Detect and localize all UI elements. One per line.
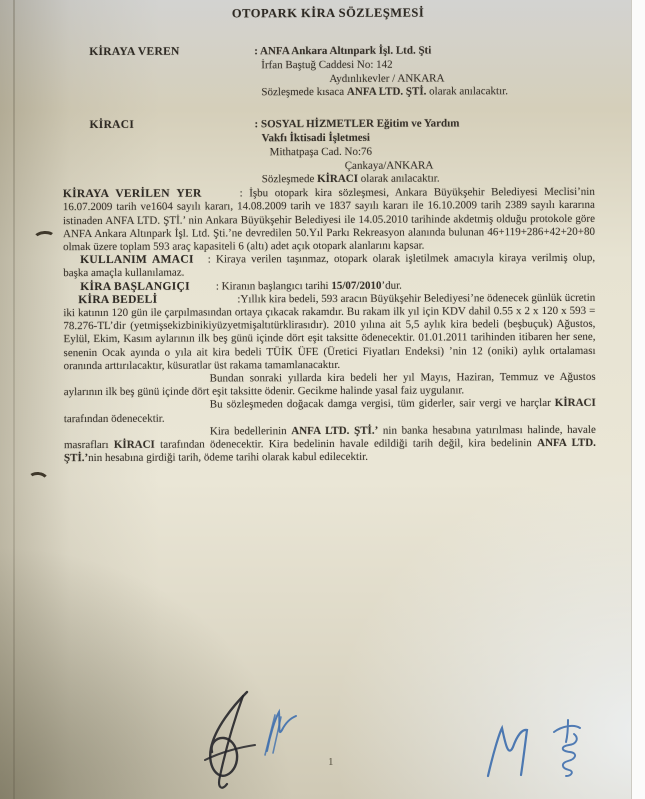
lessee-shortname-note: Sözleşmede KİRACI olarak anılacaktır. — [261, 172, 440, 186]
section-value-kiraya-veren — [254, 44, 594, 101]
section-kiraya-verilen-yer — [63, 186, 595, 254]
section-label-kira-bedeli: KİRA BEDELİ — [78, 293, 158, 306]
section-label-kullanim-amaci: KULLANIM AMACI — [80, 253, 194, 267]
lessor-street: İrfan Baştuğ Caddesi No: 142 — [261, 58, 393, 72]
section-body-kullanim-amaci: : Kiraya verilen taşınmaz, otopark olarak işletilmek amacıyla kiraya verilmiş olup, başka amaçla kullanılamaz. — [63, 251, 596, 280]
section-kiraci — [63, 117, 595, 188]
section-kiraya-veren — [62, 44, 594, 102]
section-kira-bedeli — [63, 292, 595, 374]
paragraph-bank-transfer: Kira bedellerinin ANFA LTD. ŞTİ.’ nin banka hesabına yatırılması halinde, havale masrafları KİRACI tarafından ödenecektir. Kira bedelinin havale edildiği tarih değil, kira bedelinin ANFA LTD. ŞTİ.’nin hesabına girdiği tarih, ödeme tarihi olarak kabul edilecektir. — [63, 423, 596, 465]
lessee-name-line1: : SOSYAL HİZMETLER Eğitim ve Yardım — [254, 117, 460, 131]
document-title: OTOPARK KİRA SÖZLEŞMESİ — [231, 5, 425, 21]
lessee-city: Çankaya/ANKARA — [344, 159, 434, 172]
lessor-city: Aydınlıkevler / ANKARA — [329, 72, 445, 85]
section-label-kira-baslangici: KİRA BAŞLANGIÇI — [80, 280, 190, 293]
page-number: 1 — [328, 756, 334, 768]
ink-signature-blue-small — [253, 703, 301, 765]
section-label-kiraci: KİRACI — [89, 119, 135, 132]
lessee-name-line2: Vakfı İktisadi İşletmesi — [261, 131, 371, 145]
scan-edge-strip — [631, 0, 645, 799]
section-kullanim-amaci — [63, 252, 595, 281]
paragraph-installments: Bundan sonraki yıllarda kira bedeli her yıl Mayıs, Haziran, Temmuz ve Ağustos aylarının ilk beş günü içinde dört eşit taksitte ödenir. Gecikme halinde yasal faiz uygulanır. — [63, 370, 596, 399]
lessor-name: : ANFA Ankara Altınpark İşl. Ltd. Şti — [254, 44, 432, 58]
binding-mark-bottom — [26, 471, 50, 490]
section-value-kiraci — [255, 117, 595, 187]
lessee-street: Mithatpaşa Cad. No:76 — [269, 145, 373, 159]
section-body-kiraya-verilen-yer: : İşbu otopark kira sözleşmesi, Ankara Büyükşehir Belediyesi Meclisi’nin 16.07.2009 tarih ve1604 sayılı kararı, 14.08.2009 tarih ve 1837 sayılı kararı ile 16.10.2009 tarih 2389 sayılı kararına istinaden ANFA LTD. ŞTİ.’ nin Ankara Büyükşehir Belediyesi ile 14.05.2010 tarihinde akdetmiş olduğu protokole göre ANFA Ankara Altınpark İşl. Ltd. Şti.’ne devredilen 50.Yıl Parkı Rekreasyon alanında bulunan 46+119+286+42+20+80 olmak üzere toplam 593 araç kapasiteli 6 (altı) adet açık otopark alanlarını kapsar. — [62, 185, 596, 254]
ink-signature-blue-right — [482, 718, 586, 782]
lessor-shortname-note: Sözleşmede kısaca ANFA LTD. ŞTİ. olarak anılacaktır. — [261, 85, 508, 99]
paragraph-stamp-tax: Bu sözleşmeden doğacak damga vergisi, tüm giderler, sair vergi ve harçlar KİRACI tarafından ödenecektir. — [63, 397, 596, 425]
section-label-kiraya-verilen-yer: KİRAYA VERİLEN YER — [62, 187, 202, 201]
section-body-kira-baslangici: : Kiranın başlangıcı tarihi 15/07/2010’dur. — [215, 279, 402, 293]
section-label-kiraya-veren: KİRAYA VEREN — [89, 45, 180, 59]
section-body-kira-bedeli: :Yıllık kira bedeli, 593 aracın Büyükşehir Belediyesi’ne ödenecek günlük ücretin iki katının 120 gün ile çarpılmasından ortaya çıkacak rakamdır. Bu rakam ilk yıl için KDV dahil 0.55 x 2 x 120 x 593 = 78.276-TL’dir (yetmişsekizbinikiyüzyetmişaltıtürklirasıdır). 2010 yılına ait 5,5 aylık kira bedeli (beşbuçuk) Ağustos, Eylül, Ekim, Kasım aylarının ilk beş günü içinde dört eşit taksitte ödenecektir. 01.01.2011 tarihinden itibaren her sene, senenin Ocak ayında o yıla ait kira bedeli TÜİK ÜFE (Üretici Fiyatları Endeksi) ’nin 12 (oniki) aylık ortalaması oranında arttırılacaktır, küsuratlar üst rakama tamamlanacaktır. — [63, 291, 596, 372]
